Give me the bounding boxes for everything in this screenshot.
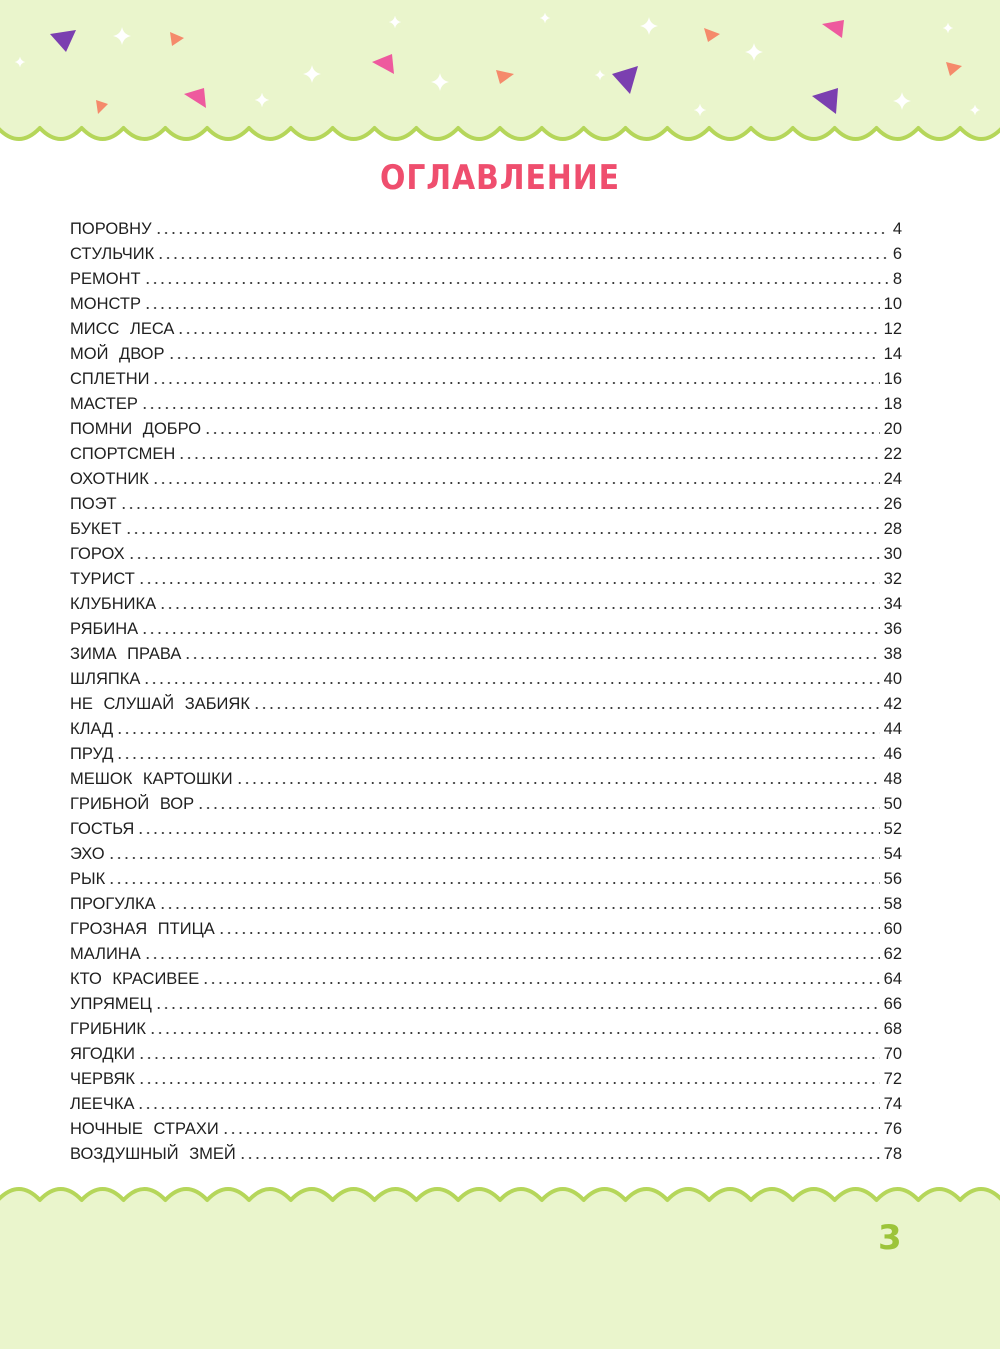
toc-dot-leader xyxy=(157,243,889,259)
toc-dot-leader xyxy=(236,768,880,784)
toc-entry-page: 30 xyxy=(883,545,902,563)
toc-entry-title: МАЛИНА xyxy=(70,945,141,963)
toc-dot-leader xyxy=(222,1118,880,1134)
toc-dot-leader xyxy=(159,893,880,909)
toc-dot-leader xyxy=(108,843,880,859)
toc-entry-page: 70 xyxy=(883,1045,902,1063)
toc-entry-title: ТУРИСТ xyxy=(70,570,135,588)
toc-entry-title: ГРОЗНАЯ ПТИЦА xyxy=(70,920,215,938)
toc-dot-leader xyxy=(144,268,889,284)
toc-entry xyxy=(70,518,902,543)
toc-dot-leader xyxy=(177,318,879,334)
toc-dot-leader xyxy=(138,568,880,584)
toc-entry-page: 24 xyxy=(883,470,902,488)
toc-dot-leader xyxy=(116,743,879,759)
toc-entry xyxy=(70,993,902,1018)
toc-entry-title: МОНСТР xyxy=(70,295,141,313)
toc-entry xyxy=(70,918,902,943)
toc-entry-page: 14 xyxy=(883,345,902,363)
toc-entry-title: ПОРОВНУ xyxy=(70,220,152,238)
toc-entry-page: 76 xyxy=(883,1120,902,1138)
toc-entry-title: ЯГОДКИ xyxy=(70,1045,136,1063)
toc-entry-page: 68 xyxy=(883,1020,902,1038)
toc-dot-leader xyxy=(108,868,879,884)
toc-entry xyxy=(70,593,902,618)
toc-entry-page: 60 xyxy=(883,920,902,938)
toc-entry-title: МАСТЕР xyxy=(70,395,138,413)
toc-entry xyxy=(70,768,902,793)
toc-entry-page: 12 xyxy=(883,320,902,338)
toc-entry-title: ЧЕРВЯК xyxy=(70,1070,135,1088)
toc-dot-leader xyxy=(149,1018,880,1034)
toc-entry xyxy=(70,693,902,718)
toc-entry xyxy=(70,893,902,918)
toc-entry xyxy=(70,1068,902,1093)
toc-entry xyxy=(70,868,902,893)
toc-entry xyxy=(70,468,902,493)
toc-entry-title: ПРУД xyxy=(70,745,114,763)
toc-entry-page: 10 xyxy=(883,295,902,313)
toc-entry xyxy=(70,343,902,368)
toc-entry-page: 48 xyxy=(883,770,902,788)
toc-dot-leader xyxy=(144,293,880,309)
toc-dot-leader xyxy=(184,643,879,659)
toc-entry-page: 28 xyxy=(883,520,902,538)
toc-entry-page: 62 xyxy=(883,945,902,963)
toc-entry xyxy=(70,943,902,968)
toc-entry-title: ОХОТНИК xyxy=(70,470,149,488)
toc-dot-leader xyxy=(137,1093,879,1109)
toc-entry-page: 32 xyxy=(883,570,902,588)
toc-dot-leader xyxy=(155,218,889,234)
toc-entry-title: РЯБИНА xyxy=(70,620,139,638)
page-title: ОГЛАВЛЕНИЕ xyxy=(380,158,620,198)
toc-entry-page: 8 xyxy=(892,270,902,288)
toc-dot-leader xyxy=(141,393,880,409)
toc-dot-leader xyxy=(239,1143,880,1159)
toc-entry xyxy=(70,1018,902,1043)
toc-entry-title: НОЧНЫЕ СТРАХИ xyxy=(70,1120,219,1138)
toc-entry xyxy=(70,793,902,818)
toc-entry xyxy=(70,318,902,343)
toc-entry xyxy=(70,268,902,293)
toc-dot-leader xyxy=(144,943,880,959)
toc-entry xyxy=(70,368,902,393)
toc-dot-leader xyxy=(168,343,880,359)
toc-entry-title: ПОМНИ ДОБРО xyxy=(70,420,202,438)
toc-entry-title: БУКЕТ xyxy=(70,520,122,538)
toc-entry-title: ЛЕЕЧКА xyxy=(70,1095,135,1113)
toc-entry-page: 66 xyxy=(883,995,902,1013)
toc-entry-page: 40 xyxy=(883,670,902,688)
toc-entry xyxy=(70,1043,902,1068)
toc-entry-title: КЛУБНИКА xyxy=(70,595,157,613)
toc-dot-leader xyxy=(204,418,880,434)
toc-dot-leader xyxy=(116,718,879,734)
toc-entry-title: ГРИБНИК xyxy=(70,1020,147,1038)
toc-entry-title: КТО КРАСИВЕЕ xyxy=(70,970,200,988)
toc-entry-page: 50 xyxy=(883,795,902,813)
toc-entry xyxy=(70,218,902,243)
toc-dot-leader xyxy=(218,918,880,934)
toc-entry-page: 72 xyxy=(883,1070,902,1088)
toc-entry-title: МИСС ЛЕСА xyxy=(70,320,175,338)
toc-entry xyxy=(70,818,902,843)
toc-entry-title: ЭХО xyxy=(70,845,105,863)
toc-entry xyxy=(70,968,902,993)
toc-entry-page: 58 xyxy=(883,895,902,913)
toc-entry-title: ГОСТЬЯ xyxy=(70,820,135,838)
toc-entry xyxy=(70,443,902,468)
toc-dot-leader xyxy=(138,1068,880,1084)
toc-entry-title: ШЛЯПКА xyxy=(70,670,141,688)
toc-entry-title: ГОРОХ xyxy=(70,545,125,563)
toc-entry xyxy=(70,843,902,868)
toc-entry xyxy=(70,1143,902,1168)
toc-dot-leader xyxy=(152,468,880,484)
toc-entry xyxy=(70,1093,902,1118)
toc-entry-page: 4 xyxy=(892,220,902,238)
top-decor-band xyxy=(0,0,1000,145)
toc-entry-title: ЗИМА ПРАВА xyxy=(70,645,182,663)
toc-entry xyxy=(70,618,902,643)
toc-entry-title: РЕМОНТ xyxy=(70,270,141,288)
toc-dot-leader xyxy=(137,818,879,834)
page-number: 3 xyxy=(878,1218,902,1258)
toc-entry-page: 46 xyxy=(883,745,902,763)
toc-entry-page: 18 xyxy=(883,395,902,413)
toc-entry-page: 36 xyxy=(883,620,902,638)
toc-dot-leader xyxy=(120,493,880,509)
toc-entry-title: УПРЯМЕЦ xyxy=(70,995,152,1013)
toc-entry-page: 34 xyxy=(883,595,902,613)
toc-entry xyxy=(70,393,902,418)
toc-entry xyxy=(70,668,902,693)
toc-entry-title: СТУЛЬЧИК xyxy=(70,245,155,263)
toc-dot-leader xyxy=(125,518,880,534)
toc-entry-page: 64 xyxy=(883,970,902,988)
toc-entry-page: 74 xyxy=(883,1095,902,1113)
toc-entry-page: 54 xyxy=(883,845,902,863)
toc-entry xyxy=(70,293,902,318)
toc-entry-page: 6 xyxy=(892,245,902,263)
toc-dot-leader xyxy=(143,668,879,684)
toc-entry-page: 26 xyxy=(883,495,902,513)
toc-dot-leader xyxy=(202,968,879,984)
toc-entry-page: 22 xyxy=(883,445,902,463)
toc-entry-title: МОЙ ДВОР xyxy=(70,345,165,363)
toc-entry-page: 44 xyxy=(883,720,902,738)
toc-entry xyxy=(70,718,902,743)
toc-dot-leader xyxy=(253,693,880,709)
toc-dot-leader xyxy=(128,543,880,559)
toc-dot-leader xyxy=(178,443,879,459)
toc-entry-page: 16 xyxy=(883,370,902,388)
toc-entry xyxy=(70,568,902,593)
toc-dot-leader xyxy=(152,368,879,384)
toc-entry-title: МЕШОК КАРТОШКИ xyxy=(70,770,233,788)
toc-entry-title: ПОЭТ xyxy=(70,495,117,513)
toc-entry-page: 20 xyxy=(883,420,902,438)
toc-dot-leader xyxy=(197,793,880,809)
toc-dot-leader xyxy=(159,593,879,609)
toc-entry-title: НЕ СЛУШАЙ ЗАБИЯК xyxy=(70,695,250,713)
toc-entry-page: 52 xyxy=(883,820,902,838)
toc-entry xyxy=(70,493,902,518)
toc-dot-leader xyxy=(155,993,880,1009)
toc-dot-leader xyxy=(141,618,879,634)
toc-entry-page: 42 xyxy=(883,695,902,713)
toc-entry-title: ВОЗДУШНЫЙ ЗМЕЙ xyxy=(70,1145,236,1163)
toc-entry-title: СПОРТСМЕН xyxy=(70,445,176,463)
toc-entry xyxy=(70,243,902,268)
toc-entry-title: РЫК xyxy=(70,870,106,888)
table-of-contents xyxy=(70,218,902,1168)
toc-entry xyxy=(70,743,902,768)
toc-entry xyxy=(70,543,902,568)
toc-entry xyxy=(70,418,902,443)
toc-entry-title: КЛАД xyxy=(70,720,114,738)
bottom-decor-band xyxy=(0,1178,1000,1349)
toc-entry-title: ГРИБНОЙ ВОР xyxy=(70,795,195,813)
toc-entry-page: 38 xyxy=(883,645,902,663)
toc-entry-title: СПЛЕТНИ xyxy=(70,370,150,388)
toc-entry xyxy=(70,643,902,668)
toc-dot-leader xyxy=(138,1043,880,1059)
toc-entry-page: 78 xyxy=(883,1145,902,1163)
toc-entry-title: ПРОГУЛКА xyxy=(70,895,156,913)
toc-entry-page: 56 xyxy=(883,870,902,888)
toc-entry xyxy=(70,1118,902,1143)
